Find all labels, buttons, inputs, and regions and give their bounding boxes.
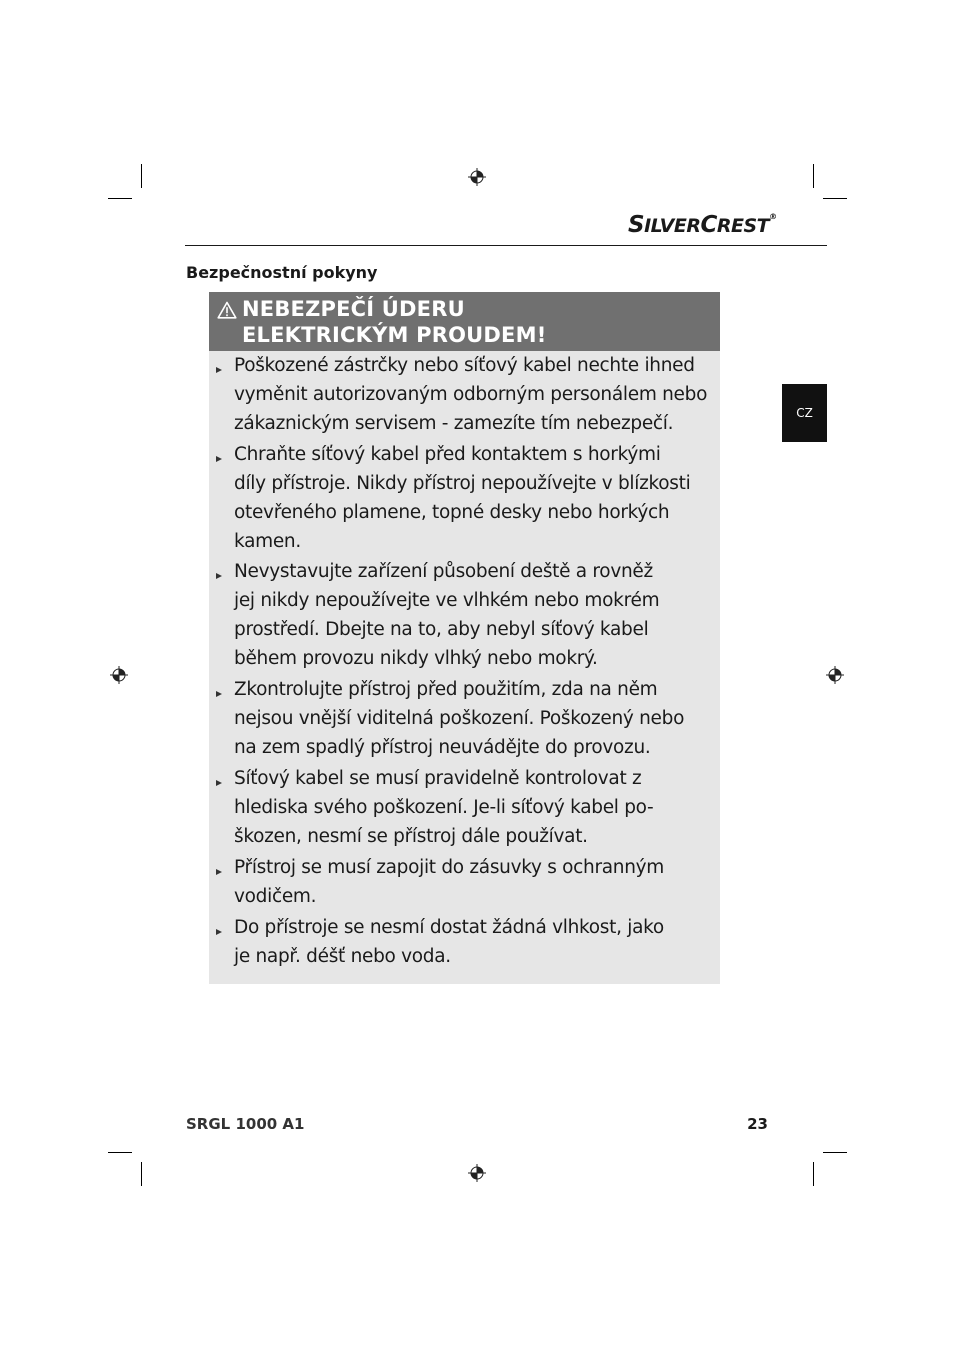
- crop-mark: [813, 164, 814, 188]
- crop-mark: [141, 164, 142, 188]
- crop-mark: [108, 198, 132, 199]
- list-item-text: vodičem.: [234, 886, 317, 907]
- brand-text: REST: [716, 215, 770, 237]
- list-item-text: otevřeného plamene, topné desky nebo horkých: [234, 502, 670, 523]
- warning-body: [209, 351, 720, 984]
- footer-model-number: SRGL 1000 A1: [186, 1115, 305, 1133]
- brand-logo: [628, 212, 828, 240]
- brand-letter: C: [700, 212, 717, 238]
- list-item-text: na zem spadlý přístroj neuvádějte do provozu.: [234, 737, 651, 758]
- trademark-symbol: ®: [769, 212, 777, 221]
- warning-title-line: ELEKTRICKÝM PROUDEM!: [242, 323, 547, 347]
- crop-mark: [141, 1162, 142, 1186]
- brand-letter: S: [628, 212, 645, 238]
- arrow-bullet-icon: [216, 456, 222, 462]
- list-item-text: díly přístroje. Nikdy přístroj nepoužívejte v blízkosti: [234, 473, 691, 494]
- list-item-text: Nevystavujte zařízení působení deště a rovněž: [234, 561, 653, 582]
- list-item-text: škozen, nesmí se přístroj dále používat.: [234, 826, 588, 847]
- arrow-bullet-icon: [216, 367, 222, 373]
- list-item-text: zákaznickým servisem - zamezíte tím nebezpečí.: [234, 413, 674, 434]
- warning-title-line: NEBEZPEČÍ ÚDERU: [242, 297, 465, 321]
- crop-mark: [813, 1162, 814, 1186]
- crop-mark: [823, 1152, 847, 1153]
- language-tab-label: CZ: [796, 406, 813, 420]
- header-divider: [185, 245, 827, 246]
- page-number: 23: [747, 1115, 768, 1133]
- warning-header: [209, 292, 720, 351]
- registration-mark-icon: [826, 666, 844, 684]
- list-item-text: prostředí. Dbejte na to, aby nebyl síťový kabel: [234, 619, 649, 640]
- section-title: Bezpečnostní pokyny: [186, 263, 378, 282]
- arrow-bullet-icon: [216, 691, 222, 697]
- crop-mark: [823, 198, 847, 199]
- list-item-text: Přístroj se musí zapojit do zásuvky s ochranným: [234, 857, 665, 878]
- list-item-text: během provozu nikdy vlhký nebo mokrý.: [234, 648, 598, 669]
- registration-mark-icon: [468, 1164, 486, 1182]
- brand-text: ILVER: [644, 215, 701, 237]
- list-item-text: Zkontrolujte přístroj před použitím, zda na něm: [234, 679, 658, 700]
- arrow-bullet-icon: [216, 869, 222, 875]
- list-item-text: kamen.: [234, 531, 301, 552]
- list-item-text: vyměnit autorizovaným odborným personálem nebo: [234, 384, 708, 405]
- list-item-text: Do přístroje se nesmí dostat žádná vlhkost, jako: [234, 917, 664, 938]
- arrow-bullet-icon: [216, 573, 222, 579]
- arrow-bullet-icon: [216, 780, 222, 786]
- list-item-text: je např. déšť nebo voda.: [234, 946, 451, 967]
- warning-triangle-icon: [217, 301, 237, 319]
- registration-mark-icon: [110, 666, 128, 684]
- registration-mark-icon: [468, 168, 486, 186]
- list-item-text: hlediska svého poškození. Je-li síťový kabel po-: [234, 797, 654, 818]
- list-item-text: nejsou vnější viditelná poškození. Poškozený nebo: [234, 708, 685, 729]
- list-item-text: jej nikdy nepoužívejte ve vlhkém nebo mokrém: [234, 590, 660, 611]
- crop-mark: [108, 1152, 132, 1153]
- arrow-bullet-icon: [216, 929, 222, 935]
- list-item-text: Síťový kabel se musí pravidelně kontrolovat z: [234, 768, 642, 789]
- list-item-text: Chraňte síťový kabel před kontaktem s horkými: [234, 444, 661, 465]
- list-item-text: Poškozené zástrčky nebo síťový kabel nechte ihned: [234, 355, 695, 376]
- language-tab: [782, 384, 827, 442]
